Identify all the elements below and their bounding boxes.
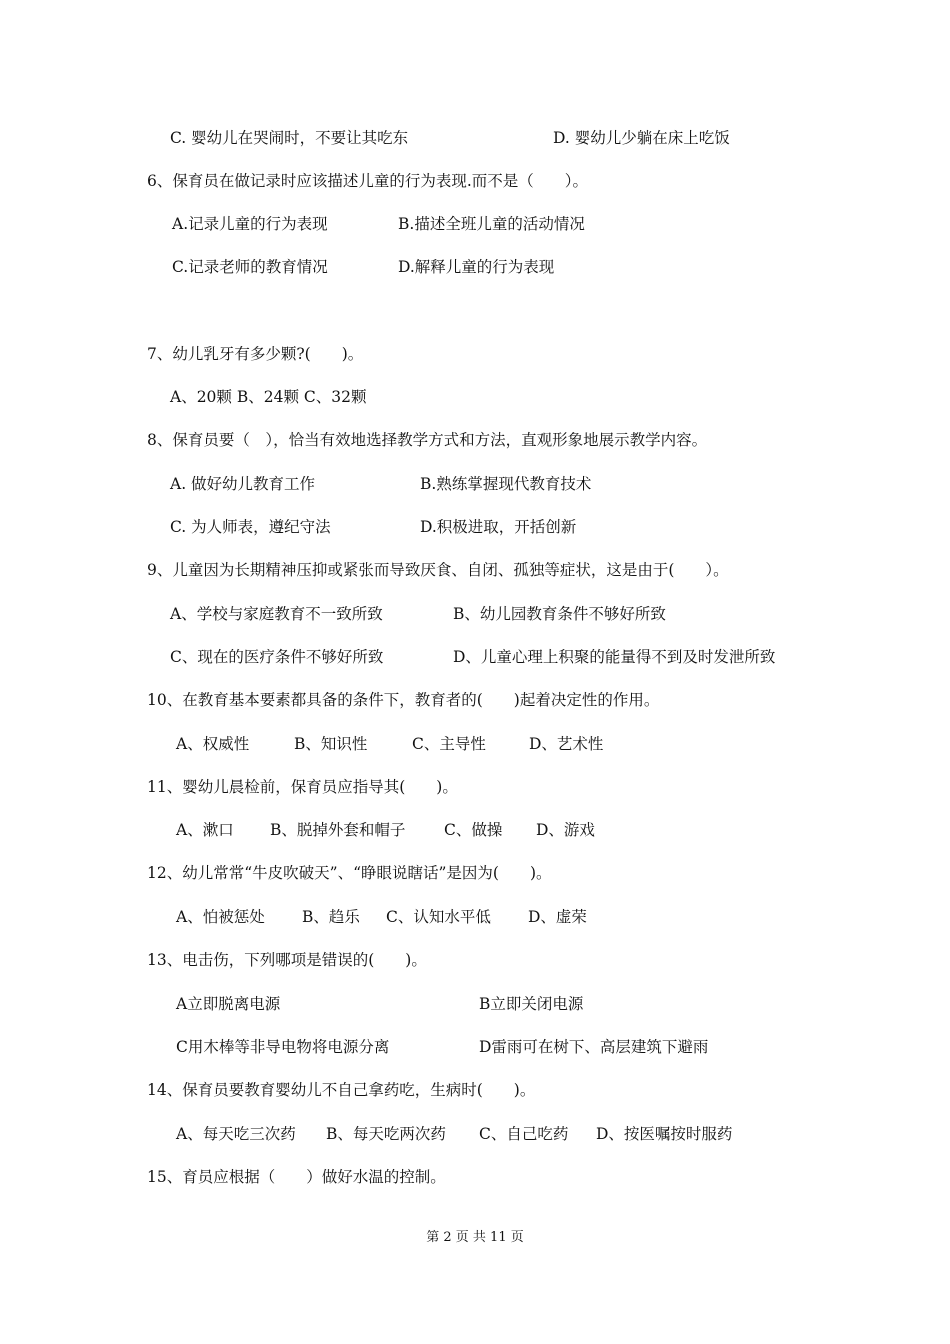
q8-option-a: A. 做好幼儿教育工作	[170, 475, 316, 493]
q8-options-row-2	[170, 517, 577, 537]
q8-option-c: C. 为人师表，遵纪守法	[170, 518, 331, 536]
q14-option-c: C、自己吃药	[479, 1125, 569, 1143]
q10-option-d: D、艺术性	[529, 735, 604, 753]
q15-stem: 15、育员应根据（ ）做好水温的控制。	[147, 1168, 446, 1186]
q8-options-row-1	[170, 474, 592, 494]
q13-options-row-1	[176, 994, 584, 1014]
q11-stem: 11、婴幼儿晨检前，保育员应指导其( )。	[147, 778, 458, 796]
q9-option-a: A、学校与家庭教育不一致所致	[170, 605, 383, 623]
q13-option-a: A立即脱离电源	[176, 995, 281, 1013]
q13-options-row-2	[176, 1037, 709, 1057]
q13-option-b: B立即关闭电源	[479, 995, 584, 1013]
q5-options-row	[170, 128, 730, 148]
q12-option-d: D、虚荣	[528, 908, 587, 926]
q6-options-row-1	[172, 214, 585, 234]
q13-option-d: D雷雨可在树下、高层建筑下避雨	[479, 1038, 709, 1056]
q10-option-a: A、权威性	[176, 735, 250, 753]
q12-stem: 12、幼儿常常“牛皮吹破天”、“睁眼说瞎话”是因为( )。	[147, 864, 552, 882]
q10-option-c: C、主导性	[412, 735, 486, 753]
q7-stem: 7、幼儿乳牙有多少颗?( )。	[147, 345, 364, 363]
q14-stem: 14、保育员要教育婴幼儿不自己拿药吃，生病时( )。	[147, 1081, 536, 1099]
q8-stem: 8、保育员要（ ），恰当有效地选择教学方式和方法，直观形象地展示教学内容。	[147, 431, 708, 449]
q10-stem: 10、在教育基本要素都具备的条件下，教育者的( )起着决定性的作用。	[147, 691, 660, 709]
q5-option-c: C. 婴幼儿在哭闹时，不要让其吃东	[170, 129, 409, 147]
q14-option-d: D、按医嘱按时服药	[596, 1125, 733, 1143]
q6-option-b: B.描述全班儿童的活动情况	[398, 215, 585, 233]
q14-options	[176, 1124, 733, 1144]
q6-options-row-2	[172, 257, 555, 277]
q11-option-b: B、脱掉外套和帽子	[270, 821, 406, 839]
q9-options-row-2	[170, 647, 776, 667]
q14-option-b: B、每天吃两次药	[326, 1125, 446, 1143]
q11-options	[176, 820, 595, 840]
q12-option-b: B、趋乐	[302, 908, 360, 926]
q9-options-row-1	[170, 604, 666, 624]
q14-option-a: A、每天吃三次药	[176, 1125, 296, 1143]
q10-options	[176, 734, 604, 754]
page-footer: 第 2 页 共 11 页	[426, 1230, 524, 1245]
q13-stem: 13、电击伤，下列哪项是错误的( )。	[147, 951, 427, 969]
q6-stem: 6、保育员在做记录时应该描述儿童的行为表现.而不是（ ）。	[147, 172, 589, 190]
q13-option-c: C用木棒等非导电物将电源分离	[176, 1038, 390, 1056]
q11-option-c: C、做操	[444, 821, 503, 839]
q9-option-c: C、现在的医疗条件不够好所致	[170, 648, 384, 666]
q8-option-d: D.积极进取，开括创新	[420, 518, 577, 536]
q7-options: A、20颗 B、24颗 C、32颗	[170, 388, 367, 406]
q8-option-b: B.熟练掌握现代教育技术	[420, 475, 592, 493]
q6-option-a: A.记录儿童的行为表现	[172, 215, 328, 233]
q6-option-d: D.解释儿童的行为表现	[398, 258, 555, 276]
q12-option-c: C、认知水平低	[386, 908, 491, 926]
q6-option-c: C.记录老师的教育情况	[172, 258, 328, 276]
q12-option-a: A、怕被惩处	[176, 908, 265, 926]
q5-option-d: D. 婴幼儿少躺在床上吃饭	[553, 129, 730, 147]
q10-option-b: B、知识性	[294, 735, 368, 753]
q9-stem: 9、儿童因为长期精神压抑或紧张而导致厌食、自闭、孤独等症状，这是由于( ）。	[147, 561, 729, 579]
q9-option-d: D、儿童心理上积聚的能量得不到及时发泄所致	[453, 648, 776, 666]
q11-option-a: A、漱口	[176, 821, 234, 839]
q9-option-b: B、幼儿园教育条件不够好所致	[453, 605, 666, 623]
q11-option-d: D、游戏	[536, 821, 595, 839]
q12-options	[176, 907, 587, 927]
